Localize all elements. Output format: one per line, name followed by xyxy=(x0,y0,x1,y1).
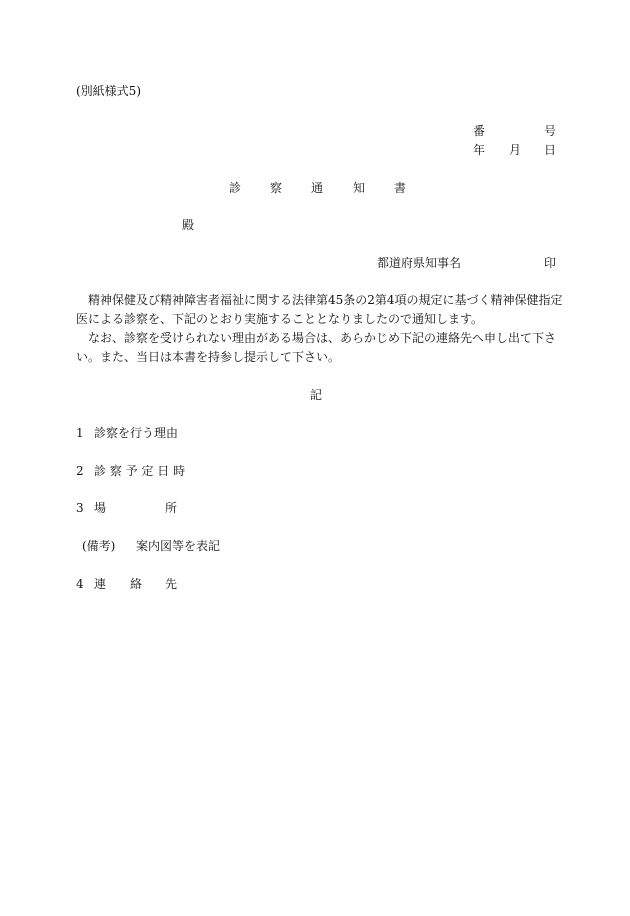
paragraph-2-line-2: い。また、当日は本書を持参し提示して下さい。 xyxy=(76,350,341,364)
item-3-label-b: 所 xyxy=(165,501,178,515)
issuer-name: 都道府県知事名 xyxy=(377,256,462,270)
date-month-label: 月 xyxy=(509,143,522,157)
addressee-honorific: 殿 xyxy=(182,218,195,232)
item-4-label-a: 連 xyxy=(94,577,107,591)
note-text: 案内図等を表記 xyxy=(136,539,221,553)
number-label-ban: 番 xyxy=(473,124,486,138)
number-label-go: 号 xyxy=(544,124,557,138)
item-2-number: 2 xyxy=(76,464,84,478)
title-char: 書 xyxy=(394,181,407,195)
date-year-label: 年 xyxy=(473,143,486,157)
date-day-label: 日 xyxy=(544,143,557,157)
item-3-label-a: 場 xyxy=(94,501,107,515)
title-char: 知 xyxy=(353,181,366,195)
paragraph-1-line-1: 精神保健及び精神障害者福祉に関する法律第45条の2第4項の規定に基づく精神保健指定 xyxy=(88,293,563,307)
item-4-number: 4 xyxy=(76,577,84,591)
paragraph-2-line-1: なお、診察を受けられない理由がある場合は、あらかじめ下記の連絡先へ申し出て下さ xyxy=(88,331,557,345)
item-3-number: 3 xyxy=(76,501,84,515)
ki-heading: 記 xyxy=(310,388,323,402)
paragraph-1-line-2: 医による診察を、下記のとおり実施することとなりましたので通知します。 xyxy=(76,312,484,326)
title-char: 診 xyxy=(229,181,242,195)
note-label: (備考) xyxy=(82,539,116,553)
title-char: 察 xyxy=(270,181,283,195)
item-4-label-c: 先 xyxy=(165,577,178,591)
form-label: (別紙様式5) xyxy=(76,84,141,98)
item-4-label-b: 絡 xyxy=(130,577,143,591)
item-1-number: 1 xyxy=(76,426,84,440)
title-char: 通 xyxy=(311,181,324,195)
seal-mark: 印 xyxy=(544,256,557,270)
item-2-label: 診 察 予 定 日 時 xyxy=(94,464,186,478)
item-1-label: 診察を行う理由 xyxy=(94,426,179,440)
